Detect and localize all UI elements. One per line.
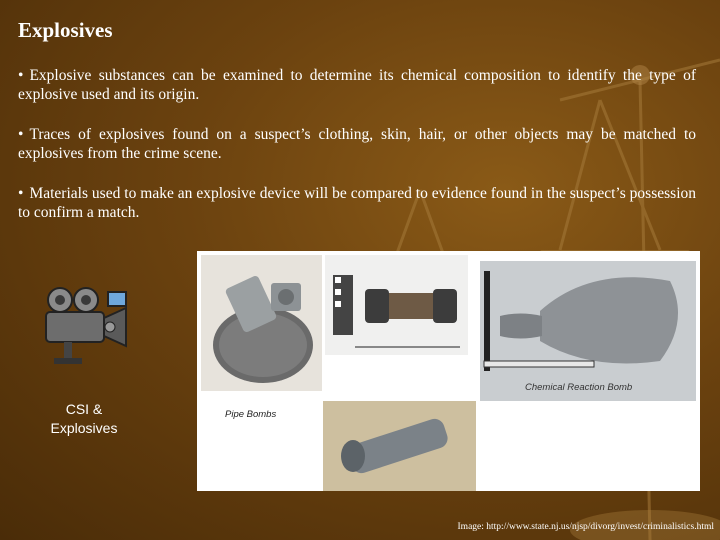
- evidence-photo-collage: [197, 251, 700, 491]
- icon-label: CSI & Explosives: [50, 401, 118, 436]
- pipe-bomb-powder-photo: [201, 255, 322, 391]
- bullet-marker: •: [18, 67, 24, 84]
- bullet-text: Materials used to make an explosive device will be compared to evidence found in the suspect’s possession to confirm a match.: [18, 185, 696, 221]
- bullet-traces: [18, 125, 696, 163]
- slide-title: Explosives: [18, 18, 113, 42]
- chemical-reaction-bomb-photo: [480, 261, 696, 401]
- bullet-marker: •: [18, 126, 24, 143]
- video-camera-icon[interactable]: [36, 286, 132, 368]
- pipe-bomb-ground-photo: [323, 401, 476, 491]
- bullet-text: Explosive substances can be examined to determine its chemical composition to identify the type of explosive used and its origin.: [18, 67, 696, 103]
- pipe-bombs-caption: Pipe Bombs: [225, 409, 277, 420]
- bullet-materials: [18, 184, 696, 222]
- bullet-marker: •: [18, 185, 24, 202]
- pipe-with-caps-photo: [325, 255, 468, 355]
- bullet-text: Traces of explosives found on a suspect’s clothing, skin, hair, or other objects may be matched to explosives from the crime scene.: [18, 126, 696, 162]
- image-credit[interactable]: Image: http://www.state.nj.us/njsp/divorg/invest/criminalistics.html: [457, 522, 714, 532]
- chemical-bomb-caption: Chemical Reaction Bomb: [525, 382, 633, 393]
- bullet-chemical-composition: [18, 66, 696, 104]
